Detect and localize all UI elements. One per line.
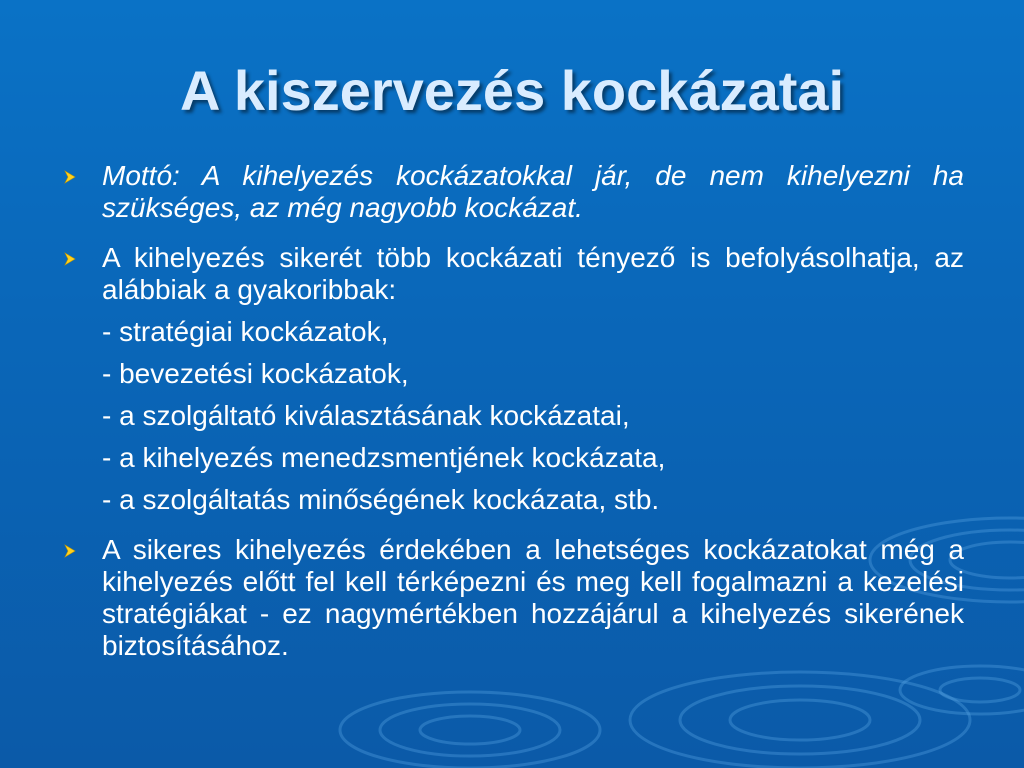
bullet-success [62,534,964,662]
arrow-bullet-icon [62,169,78,185]
arrow-bullet-icon [62,251,78,267]
bullet-risk-factors [62,242,964,516]
sub-item: - a szolgáltatás minőségének kockázata, stb. [102,484,660,515]
sub-item: - stratégiai kockázatok, [102,316,389,347]
bullet-text: A kihelyezés sikerét több kockázati tényező is befolyásolhatja, az alábbiak a gyakoribbak: [102,242,964,305]
bullet-text: Mottó: A kihelyezés kockázatokkal jár, de nem kihelyezni ha szükséges, az még nagyobb kockázat. [102,160,964,223]
sub-item: - a kihelyezés menedzsmentjének kockázata, [102,442,666,473]
arrow-bullet-icon [62,543,78,559]
sub-item: - a szolgáltató kiválasztásának kockázatai, [102,400,630,431]
slide-title: A kiszervezés kockázatai [179,59,845,122]
bullet-motto [62,160,964,224]
slide-content [62,160,964,680]
sub-item: - bevezetési kockázatok, [102,358,409,389]
bullet-text: A sikeres kihelyezés érdekében a lehetséges kockázatokat még a kihelyezés előtt fel kell térképezni és meg kell fogalmazni a kezelési stratégiákat - ez nagymértékben hozzájárul a kihelyezés sikerének biztosításához. [102,534,964,661]
